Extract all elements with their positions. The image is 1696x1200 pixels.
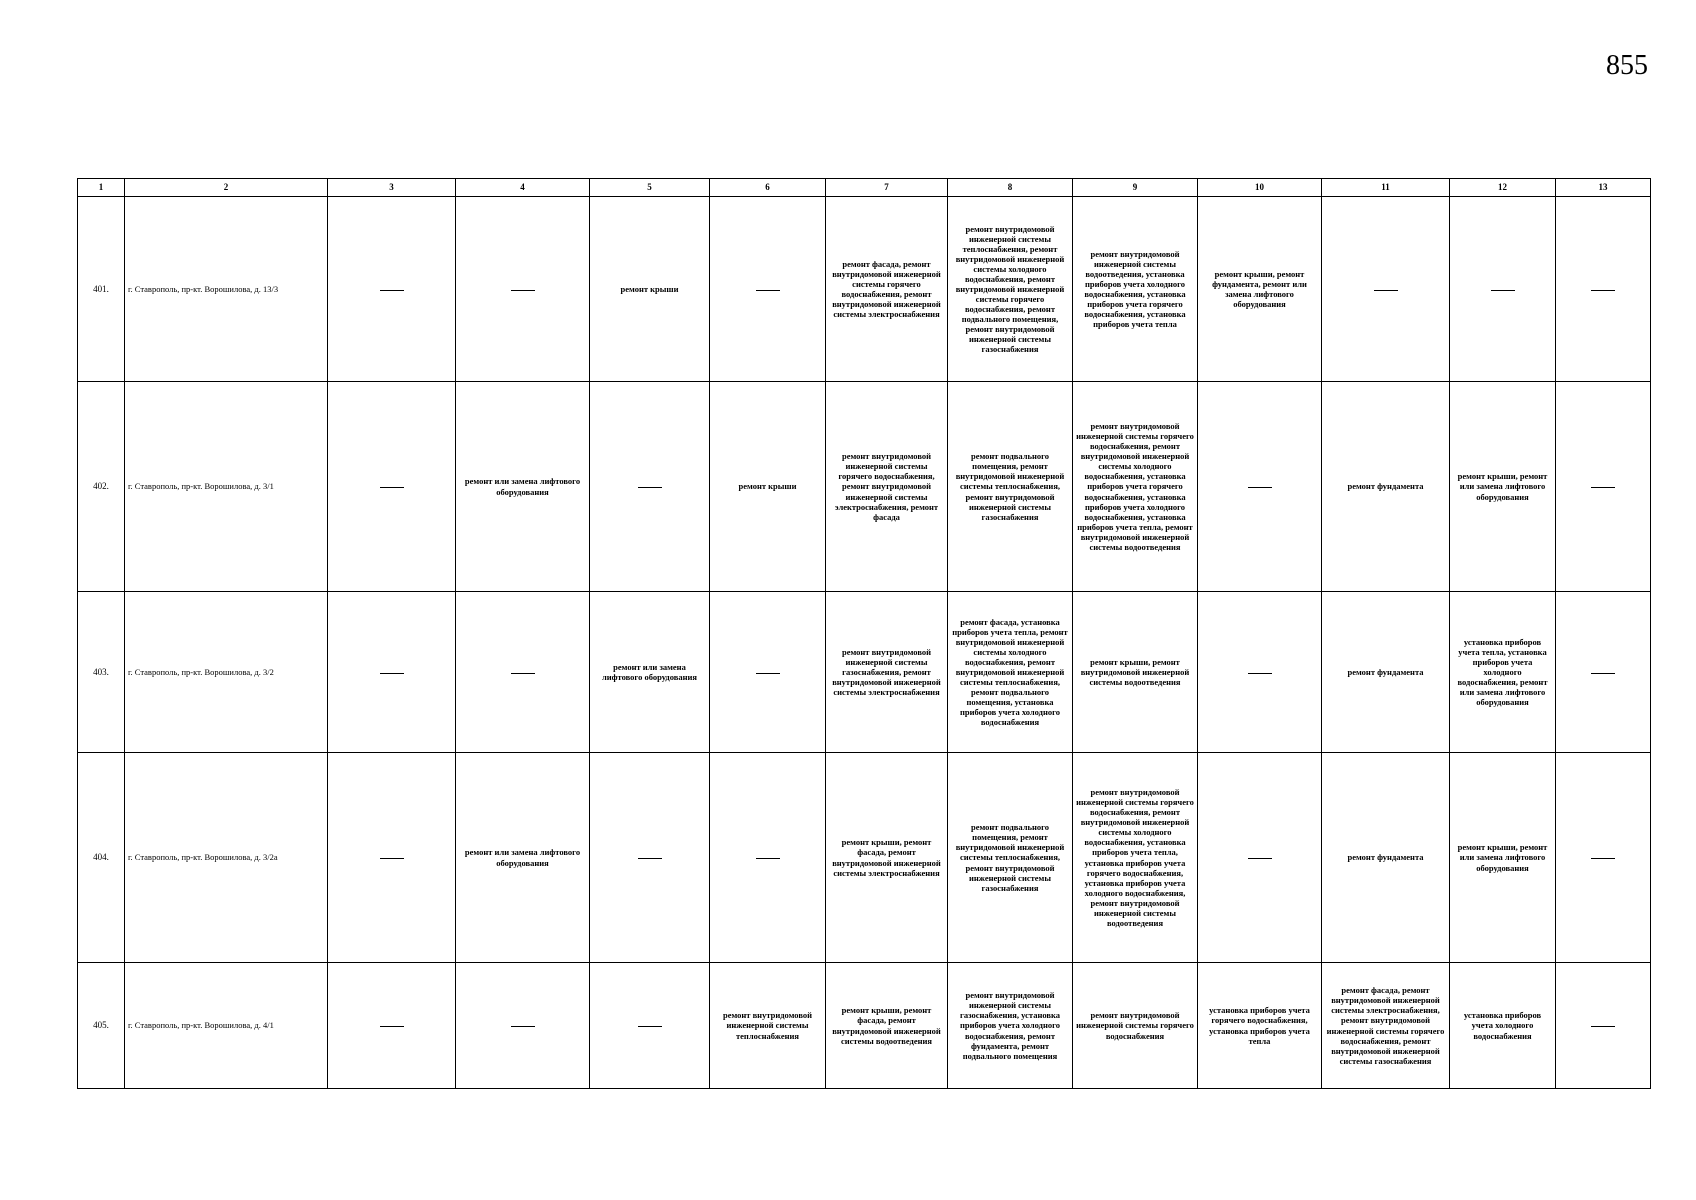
dash-mark bbox=[1248, 487, 1272, 488]
work-cell: ремонт фундамента bbox=[1322, 592, 1450, 753]
dash-mark bbox=[1248, 858, 1272, 859]
work-cell: ремонт подвального помещения, ремонт внутридомовой инженерной системы теплоснабжения, ремонт внутридомовой инженерной системы газоснабжения bbox=[948, 753, 1073, 963]
empty-cell bbox=[590, 963, 710, 1089]
empty-cell bbox=[328, 382, 456, 592]
empty-cell bbox=[1198, 382, 1322, 592]
work-cell: ремонт крыши, ремонт фундамента, ремонт или замена лифтового оборудования bbox=[1198, 197, 1322, 382]
column-number: 13 bbox=[1556, 179, 1651, 197]
work-cell: ремонт крыши bbox=[590, 197, 710, 382]
column-number: 11 bbox=[1322, 179, 1450, 197]
row-number: 401. bbox=[78, 197, 125, 382]
work-cell: ремонт или замена лифтового оборудования bbox=[590, 592, 710, 753]
repair-register-table bbox=[77, 178, 1651, 1089]
address-cell: г. Ставрополь, пр-кт. Ворошилова, д. 3/2 bbox=[125, 592, 328, 753]
dash-mark bbox=[1591, 858, 1615, 859]
dash-mark bbox=[511, 673, 535, 674]
dash-mark bbox=[638, 487, 662, 488]
dash-mark bbox=[380, 858, 404, 859]
dash-mark bbox=[1591, 1026, 1615, 1027]
work-cell: ремонт внутридомовой инженерной системы теплоснабжения, ремонт внутридомовой инженерной системы холодного водоснабжения, ремонт внутридомовой инженерной системы горячего водоснабжения, ремонт подвального помещения, ремонт внутридомовой инженерной системы газоснабжения bbox=[948, 197, 1073, 382]
empty-cell bbox=[456, 963, 590, 1089]
dash-mark bbox=[638, 1026, 662, 1027]
column-number: 2 bbox=[125, 179, 328, 197]
work-cell: ремонт крыши, ремонт фасада, ремонт внутридомовой инженерной системы электроснабжения bbox=[826, 753, 948, 963]
table-row bbox=[78, 963, 1651, 1089]
dash-mark bbox=[511, 1026, 535, 1027]
row-number: 405. bbox=[78, 963, 125, 1089]
work-cell: ремонт крыши, ремонт или замена лифтового оборудования bbox=[1450, 753, 1556, 963]
empty-cell bbox=[1556, 963, 1651, 1089]
table-row bbox=[78, 753, 1651, 963]
column-number: 1 bbox=[78, 179, 125, 197]
empty-cell bbox=[328, 197, 456, 382]
empty-cell bbox=[590, 753, 710, 963]
work-cell: ремонт внутридомовой инженерной системы горячего водоснабжения, ремонт внутридомовой инженерной системы электроснабжения, ремонт фасада bbox=[826, 382, 948, 592]
table-row bbox=[78, 592, 1651, 753]
empty-cell bbox=[328, 592, 456, 753]
work-cell: ремонт крыши, ремонт внутридомовой инженерной системы водоотведения bbox=[1073, 592, 1198, 753]
row-number: 403. bbox=[78, 592, 125, 753]
table-row bbox=[78, 382, 1651, 592]
work-cell: ремонт подвального помещения, ремонт внутридомовой инженерной системы теплоснабжения, ремонт внутридомовой инженерной системы газоснабжения bbox=[948, 382, 1073, 592]
empty-cell bbox=[1450, 197, 1556, 382]
empty-cell bbox=[1556, 592, 1651, 753]
dash-mark bbox=[1374, 290, 1398, 291]
dash-mark bbox=[756, 290, 780, 291]
work-cell: ремонт или замена лифтового оборудования bbox=[456, 753, 590, 963]
work-cell: ремонт внутридомовой инженерной системы газоснабжения, установка приборов учета холодного водоснабжения, ремонт фундамента, ремонт подвального помещения bbox=[948, 963, 1073, 1089]
empty-cell bbox=[590, 382, 710, 592]
work-cell: установка приборов учета холодного водоснабжения bbox=[1450, 963, 1556, 1089]
dash-mark bbox=[380, 1026, 404, 1027]
column-number: 3 bbox=[328, 179, 456, 197]
dash-mark bbox=[1591, 673, 1615, 674]
empty-cell bbox=[1322, 197, 1450, 382]
work-cell: ремонт внутридомовой инженерной системы горячего водоснабжения, ремонт внутридомовой инженерной системы холодного водоснабжения, установка приборов учета горячего водоснабжения, установка приборов учета холодного водоснабжения, установка приборов учета тепла, ремонт внутридомовой инженерной системы водоотведения bbox=[1073, 382, 1198, 592]
empty-cell bbox=[328, 963, 456, 1089]
address-cell: г. Ставрополь, пр-кт. Ворошилова, д. 4/1 bbox=[125, 963, 328, 1089]
empty-cell bbox=[710, 197, 826, 382]
table-body bbox=[78, 179, 1651, 1089]
empty-cell bbox=[710, 592, 826, 753]
dash-mark bbox=[1591, 290, 1615, 291]
empty-cell bbox=[1198, 753, 1322, 963]
dash-mark bbox=[1248, 673, 1272, 674]
table-row bbox=[78, 197, 1651, 382]
column-number: 7 bbox=[826, 179, 948, 197]
empty-cell bbox=[456, 592, 590, 753]
address-cell: г. Ставрополь, пр-кт. Ворошилова, д. 13/3 bbox=[125, 197, 328, 382]
work-cell: ремонт или замена лифтового оборудования bbox=[456, 382, 590, 592]
dash-mark bbox=[1491, 290, 1515, 291]
row-number: 404. bbox=[78, 753, 125, 963]
work-cell: ремонт фундамента bbox=[1322, 382, 1450, 592]
work-cell: ремонт внутридомовой инженерной системы теплоснабжения bbox=[710, 963, 826, 1089]
dash-mark bbox=[756, 858, 780, 859]
work-cell: ремонт крыши, ремонт фасада, ремонт внутридомовой инженерной системы водоотведения bbox=[826, 963, 948, 1089]
work-cell: ремонт внутридомовой инженерной системы газоснабжения, ремонт внутридомовой инженерной системы электроснабжения bbox=[826, 592, 948, 753]
work-cell: ремонт внутридомовой инженерной системы водоотведения, установка приборов учета холодного водоснабжения, установка приборов учета горячего водоснабжения, установка приборов учета тепла bbox=[1073, 197, 1198, 382]
column-number-row bbox=[78, 179, 1651, 197]
work-cell: ремонт крыши, ремонт или замена лифтового оборудования bbox=[1450, 382, 1556, 592]
address-cell: г. Ставрополь, пр-кт. Ворошилова, д. 3/2а bbox=[125, 753, 328, 963]
work-cell: ремонт внутридомовой инженерной системы горячего водоснабжения, ремонт внутридомовой инженерной системы холодного водоснабжения, установка приборов учета тепла, установка приборов учета горячего водоснабжения, установка приборов учета холодного водоснабжения, ремонт внутридомовой инженерной системы водоотведения bbox=[1073, 753, 1198, 963]
column-number: 8 bbox=[948, 179, 1073, 197]
work-cell: ремонт фасада, ремонт внутридомовой инженерной системы горячего водоснабжения, ремонт внутридомовой инженерной системы электроснабжения bbox=[826, 197, 948, 382]
work-cell: установка приборов учета горячего водоснабжения, установка приборов учета тепла bbox=[1198, 963, 1322, 1089]
empty-cell bbox=[1198, 592, 1322, 753]
dash-mark bbox=[511, 290, 535, 291]
work-cell: ремонт внутридомовой инженерной системы горячего водоснабжения bbox=[1073, 963, 1198, 1089]
empty-cell bbox=[456, 197, 590, 382]
address-cell: г. Ставрополь, пр-кт. Ворошилова, д. 3/1 bbox=[125, 382, 328, 592]
work-cell: установка приборов учета тепла, установка приборов учета холодного водоснабжения, ремонт или замена лифтового оборудования bbox=[1450, 592, 1556, 753]
work-cell: ремонт фасада, установка приборов учета тепла, ремонт внутридомовой инженерной системы холодного водоснабжения, ремонт внутридомовой инженерной системы теплоснабжения, ремонт подвального помещения, установка приборов учета холодного водоснабжения bbox=[948, 592, 1073, 753]
dash-mark bbox=[380, 290, 404, 291]
empty-cell bbox=[710, 753, 826, 963]
dash-mark bbox=[756, 673, 780, 674]
dash-mark bbox=[1591, 487, 1615, 488]
column-number: 9 bbox=[1073, 179, 1198, 197]
row-number: 402. bbox=[78, 382, 125, 592]
dash-mark bbox=[380, 673, 404, 674]
work-cell: ремонт крыши bbox=[710, 382, 826, 592]
column-number: 12 bbox=[1450, 179, 1556, 197]
column-number: 5 bbox=[590, 179, 710, 197]
empty-cell bbox=[1556, 197, 1651, 382]
column-number: 4 bbox=[456, 179, 590, 197]
empty-cell bbox=[1556, 382, 1651, 592]
column-number: 6 bbox=[710, 179, 826, 197]
page-number: 855 bbox=[1606, 50, 1648, 81]
column-number: 10 bbox=[1198, 179, 1322, 197]
dash-mark bbox=[638, 858, 662, 859]
dash-mark bbox=[380, 487, 404, 488]
work-cell: ремонт фасада, ремонт внутридомовой инженерной системы электроснабжения, ремонт внутридомовой инженерной системы горячего водоснабжения, ремонт внутридомовой инженерной системы газоснабжения bbox=[1322, 963, 1450, 1089]
empty-cell bbox=[1556, 753, 1651, 963]
work-cell: ремонт фундамента bbox=[1322, 753, 1450, 963]
empty-cell bbox=[328, 753, 456, 963]
